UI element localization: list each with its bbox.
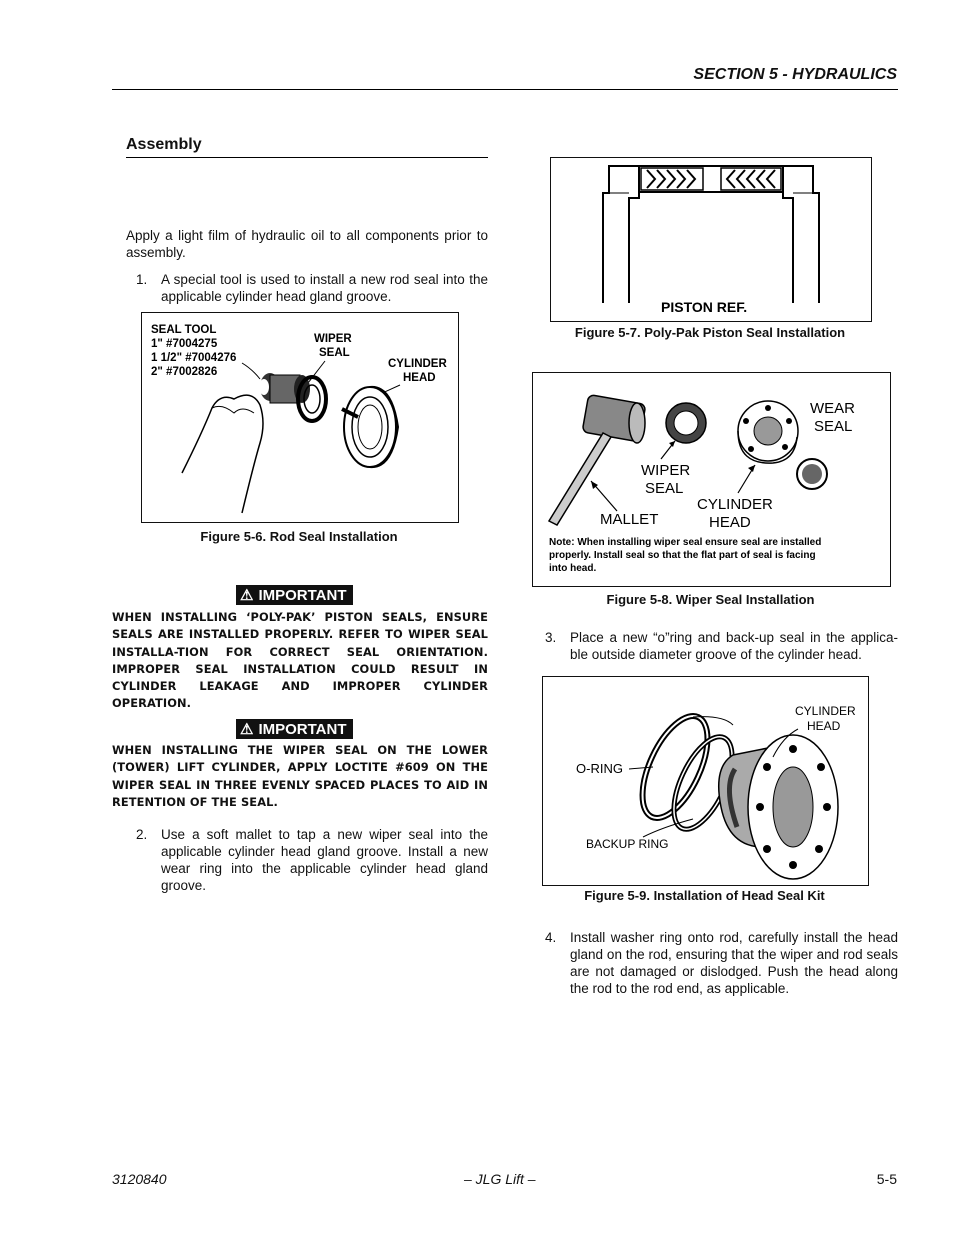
- step-number: 2.: [136, 827, 148, 842]
- step-3: [535, 629, 898, 663]
- step-text: Place a new “o”ring and back-up seal in the applica-ble outside diameter groove of the cylinder head.: [570, 630, 898, 662]
- figure-6-caption: Figure 5-6. Rod Seal Installation: [200, 529, 398, 544]
- label-seal: SEAL: [319, 347, 350, 359]
- figure-rod-seal-installation: [141, 312, 459, 523]
- header-rule: [112, 89, 898, 90]
- rod-seal-illustration: [142, 313, 458, 522]
- label-tool-3: 2" #7002826: [151, 366, 218, 378]
- section-title: Assembly: [126, 136, 202, 153]
- step-text: A special tool is used to install a new rod seal into the applicable cylinder head gland groove.: [161, 272, 488, 304]
- figure-poly-pak-piston-seal: [550, 157, 872, 322]
- step-1: [126, 271, 488, 305]
- important-badge-label: IMPORTANT: [258, 586, 347, 604]
- warning-icon: ⚠: [240, 587, 254, 604]
- label-head: HEAD: [403, 372, 436, 384]
- label-cylinder: CYLINDER: [697, 496, 773, 513]
- step-number: 3.: [545, 630, 557, 645]
- important-notice-2: WHEN INSTALLING THE WIPER SEAL ON THE LOWER (TOWER) LIFT CYLINDER, APPLY LOCTITE #609 ON THE WIPER SEAL IN THREE EVENLY SPACED PLACES TO AID IN RETENTION OF THE SEAL.: [112, 743, 488, 809]
- note-line-2: properly. Install seal so that the flat part of seal is facing: [549, 550, 816, 561]
- label-seal: SEAL: [814, 418, 853, 435]
- section-rule: [126, 157, 488, 158]
- label-piston-ref: PISTON REF.: [661, 299, 748, 315]
- important-badge-label: IMPORTANT: [258, 720, 347, 738]
- step-2: [126, 826, 488, 894]
- intro-paragraph: Apply a light film of hydraulic oil to all components prior to assembly.: [126, 228, 488, 260]
- label-wear: WEAR: [810, 400, 855, 417]
- head-seal-kit-illustration: [543, 677, 868, 885]
- label-tool-2: 1 1/2" #7004276: [151, 352, 237, 364]
- note-line-3: into head.: [549, 563, 597, 574]
- note-line-1: Note: When installing wiper seal ensure seal are installed: [549, 537, 822, 548]
- step-text: Install washer ring onto rod, carefully install the head gland on the rod, ensuring that the wiper and rod seals are not damaged or dislodged. Push the head along the rod to the rod end, as applicable.: [570, 930, 898, 996]
- label-seal: SEAL: [645, 480, 684, 497]
- step-number: 1.: [136, 272, 148, 287]
- label-cylinder: CYLINDER: [795, 704, 856, 718]
- label-head: HEAD: [807, 719, 841, 733]
- important-notice-1: WHEN INSTALLING ‘POLY-PAK’ PISTON SEALS, ENSURE SEALS ARE INSTALLED PROPERLY. REFER TO WIPER SEAL INSTALLA-TION FOR CORRECT SEAL ORIENTATION. IMPROPER SEAL INSTALLATION COULD RESULT IN CYLINDER LEAKAGE AND IMPROPER CYLINDER OPERATION.: [112, 610, 488, 711]
- label-tool-1: 1" #7004275: [151, 338, 218, 350]
- label-head: HEAD: [709, 514, 751, 531]
- figure-head-seal-kit: [542, 676, 869, 886]
- footer-page-number: 5-5: [876, 1171, 897, 1187]
- important-badge: [236, 719, 353, 739]
- step-text: Use a soft mallet to tap a new wiper seal into the applicable cylinder head gland groove. Install a new wear ring into the applicable cylinder head gland groove.: [161, 827, 488, 893]
- wiper-seal-illustration: [533, 373, 890, 586]
- label-o-ring: O-RING: [576, 761, 623, 776]
- footer-doc-number: 3120840: [112, 1171, 167, 1187]
- important-badge: [236, 585, 353, 605]
- label-backup-ring: BACKUP RING: [586, 837, 669, 851]
- step-4: [535, 929, 898, 997]
- label-wiper: WIPER: [641, 462, 691, 479]
- label-seal-tool: SEAL TOOL: [151, 324, 217, 336]
- figure-9-caption: Figure 5-9. Installation of Head Seal Kit: [584, 888, 825, 903]
- footer-center: – JLG Lift –: [464, 1171, 536, 1187]
- figure-wiper-seal-installation: [532, 372, 891, 587]
- figure-8-caption: Figure 5-8. Wiper Seal Installation: [606, 592, 815, 607]
- label-wiper: WIPER: [314, 333, 352, 345]
- label-mallet: MALLET: [600, 511, 659, 528]
- warning-icon: ⚠: [240, 721, 254, 738]
- section-header-title: SECTION 5 - HYDRAULICS: [693, 66, 897, 83]
- piston-seal-illustration: [551, 158, 871, 321]
- step-number: 4.: [545, 930, 557, 945]
- figure-7-caption: Figure 5-7. Poly-Pak Piston Seal Installation: [574, 325, 846, 340]
- label-cylinder: CYLINDER: [388, 358, 447, 370]
